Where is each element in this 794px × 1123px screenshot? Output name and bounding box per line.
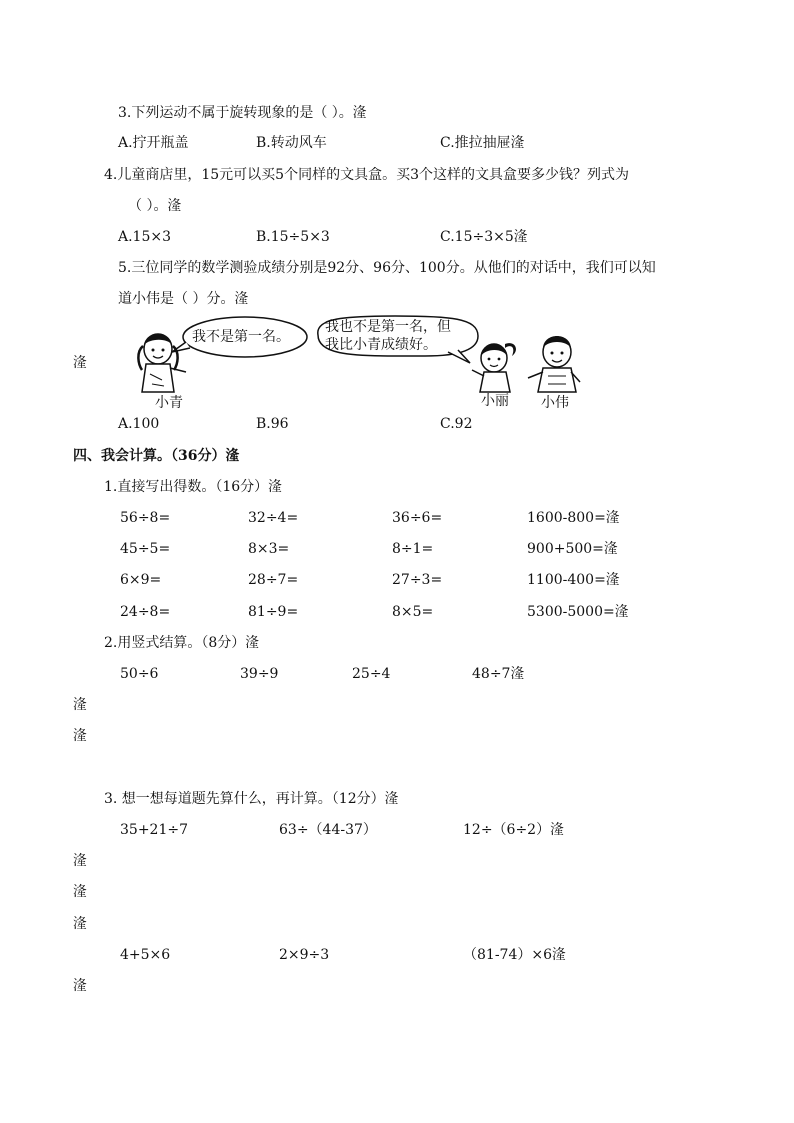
q3-option-c: C.推拉抽屉湰 bbox=[440, 135, 525, 151]
mixed-calc-item: 35+21÷7 bbox=[120, 822, 188, 838]
blank-mark: 湰 bbox=[73, 728, 87, 744]
q4-option-c: C.15÷3×5湰 bbox=[440, 229, 528, 245]
section4-heading: 四、我会计算。（36分）湰 bbox=[73, 448, 240, 464]
mixed-calc-item: 12÷（6÷2）湰 bbox=[463, 822, 565, 838]
calc-cell: 56÷8= bbox=[120, 510, 171, 526]
calc-cell: 5300-5000=湰 bbox=[527, 604, 629, 620]
q4-option-b: B.15÷5×3 bbox=[256, 229, 330, 245]
name-xiaoqing: 小青 bbox=[155, 395, 183, 411]
q4-question-line1: 4.儿童商店里，15元可以买5个同样的文具盒。买3个这样的文具盒要多少钱？列式为 bbox=[104, 167, 629, 183]
calc-cell: 36÷6= bbox=[392, 510, 443, 526]
blank-mark: 湰 bbox=[73, 853, 87, 869]
vertical-calc-item: 48÷7湰 bbox=[472, 666, 525, 682]
calc-cell: 8×5= bbox=[392, 604, 434, 620]
vertical-calc-item: 39÷9 bbox=[240, 666, 279, 682]
q5-option-c: C.92 bbox=[440, 416, 473, 432]
bubble-left-text: 我不是第一名。 bbox=[192, 329, 290, 345]
calc-cell: 45÷5= bbox=[120, 541, 171, 557]
calc-cell: 32÷4= bbox=[248, 510, 299, 526]
mixed-calc-item: 63÷（44-37） bbox=[279, 822, 377, 838]
q5-question-line1: 5.三位同学的数学测验成绩分别是92分、96分、100分。从他们的对话中，我们可以知 bbox=[118, 260, 656, 276]
xiaoqing-figure bbox=[138, 334, 186, 392]
bubble-right-text-line1: 我也不是第一名，但 bbox=[325, 319, 451, 335]
mixed-calc-item: 4+5×6 bbox=[120, 947, 171, 963]
q5-stray-mark: 湰 bbox=[73, 355, 87, 371]
bubble-right-text-line2: 我比小青成绩好。 bbox=[325, 337, 437, 353]
calc-cell: 8×3= bbox=[248, 541, 290, 557]
name-xiaoli: 小丽 bbox=[481, 393, 509, 409]
mixed-calc-item: 2×9÷3 bbox=[279, 947, 330, 963]
calc-cell: 8÷1= bbox=[392, 541, 434, 557]
vertical-calc-item: 25÷4 bbox=[352, 666, 391, 682]
q5-question-line2: 道小伟是（ ）分。湰 bbox=[118, 291, 249, 307]
calc-cell: 1100-400=湰 bbox=[527, 572, 620, 588]
calc-cell: 81÷9= bbox=[248, 604, 299, 620]
calc-cell: 28÷7= bbox=[248, 572, 299, 588]
calc-cell: 27÷3= bbox=[392, 572, 443, 588]
q3-option-b: B.转动风车 bbox=[256, 135, 327, 151]
mixed-calc-item: （81-74）×6湰 bbox=[463, 947, 566, 963]
xiaowei-figure bbox=[528, 336, 580, 392]
end-mark: 湰 bbox=[73, 978, 87, 994]
calc-cell: 900+500=湰 bbox=[527, 541, 618, 557]
calc-cell: 1600-800=湰 bbox=[527, 510, 620, 526]
xiaoli-figure bbox=[472, 343, 516, 392]
q4-question-line2: （ ）。湰 bbox=[128, 198, 182, 214]
part2-title: 2.用竖式结算。（8分）湰 bbox=[104, 635, 260, 651]
vertical-calc-item: 50÷6 bbox=[120, 666, 159, 682]
q3-question: 3.下列运动不属于旋转现象的是（ ）。湰 bbox=[118, 105, 367, 121]
blank-mark: 湰 bbox=[73, 697, 87, 713]
q5-option-a: A.100 bbox=[118, 416, 160, 432]
calc-cell: 6×9= bbox=[120, 572, 162, 588]
q4-option-a: A.15×3 bbox=[118, 229, 172, 245]
part1-title: 1.直接写出得数。（16分）湰 bbox=[104, 479, 283, 495]
q3-option-a: A.拧开瓶盖 bbox=[118, 135, 189, 151]
blank-mark: 湰 bbox=[73, 916, 87, 932]
calc-cell: 24÷8= bbox=[120, 604, 171, 620]
q5-option-b: B.96 bbox=[256, 416, 289, 432]
name-xiaowei: 小伟 bbox=[541, 395, 569, 411]
part3-title: 3. 想一想每道题先算什么，再计算。（12分）湰 bbox=[104, 791, 399, 807]
blank-mark: 湰 bbox=[73, 884, 87, 900]
